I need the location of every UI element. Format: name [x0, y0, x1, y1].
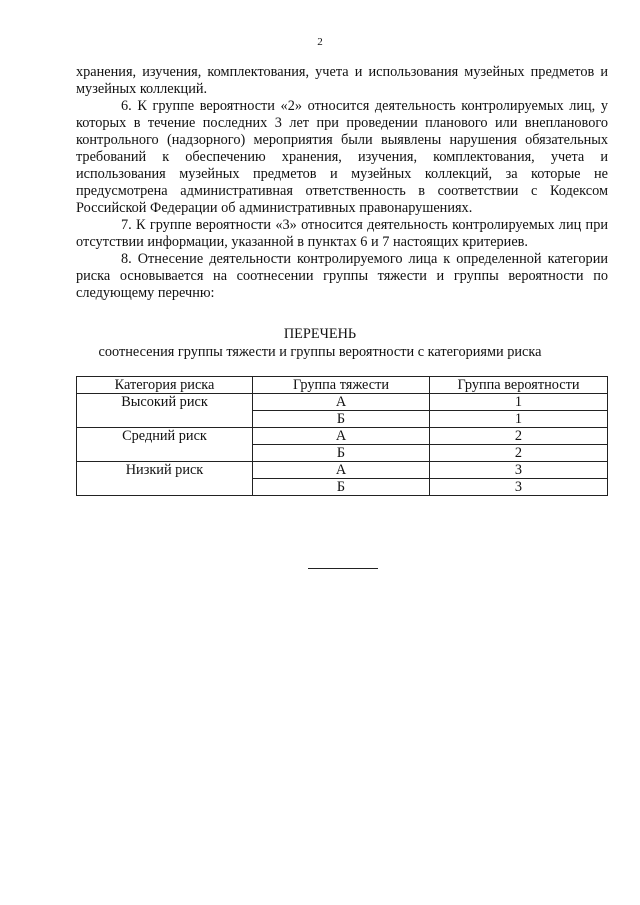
- header-severity-group: Группа тяжести: [253, 377, 430, 394]
- probability-cell: 1: [430, 394, 608, 411]
- probability-cell: 1: [430, 411, 608, 428]
- risk-category-cell: Низкий риск: [77, 462, 253, 496]
- paragraph-item-6: 6. К группе вероятности «2» относится деятельность контролируемых лиц, у которых в течение последних 3 лет при проведении планового или внепланового контрольного (надзорного) мероприятия были выявлены нарушения обязательных требований к обеспечению хранения, изучения, комплектования, учета и использования музейных предметов и музейных коллекций, за которые не предусмотрена административная ответственность в соответствии с Кодексом Российской Федерации об административных правонарушениях.: [76, 98, 608, 216]
- severity-cell: Б: [253, 479, 430, 496]
- list-title: ПЕРЕЧЕНЬ: [283, 326, 357, 342]
- table-header-row: [77, 377, 608, 394]
- probability-cell: 3: [430, 479, 608, 496]
- risk-category-table: [76, 376, 608, 496]
- header-risk-category: Категория риска: [77, 377, 253, 394]
- risk-category-cell: Средний риск: [77, 428, 253, 462]
- page-number: 2: [317, 36, 323, 48]
- header-probability-group: Группа вероятности: [430, 377, 608, 394]
- table-row: [77, 428, 608, 445]
- severity-cell: Б: [253, 445, 430, 462]
- probability-cell: 2: [430, 428, 608, 445]
- paragraph-continuation: хранения, изучения, комплектования, учета и использования музейных предметов и музейных коллекций.: [76, 64, 608, 97]
- table-row: [77, 462, 608, 479]
- probability-cell: 2: [430, 445, 608, 462]
- body-text: [76, 64, 608, 302]
- severity-cell: А: [253, 394, 430, 411]
- probability-cell: 3: [430, 462, 608, 479]
- table-row: [77, 394, 608, 411]
- closing-line-divider: [308, 568, 378, 569]
- severity-cell: А: [253, 462, 430, 479]
- severity-cell: Б: [253, 411, 430, 428]
- risk-category-cell: Высокий риск: [77, 394, 253, 428]
- paragraph-item-8: 8. Отнесение деятельности контролируемого лица к определенной категории риска основывается на соотнесении группы тяжести и группы вероятности по следующему перечню:: [76, 251, 608, 301]
- list-subtitle: соотнесения группы тяжести и группы вероятности с категориями риска: [98, 344, 542, 360]
- severity-cell: А: [253, 428, 430, 445]
- paragraph-item-7: 7. К группе вероятности «3» относится деятельность контролируемых лиц при отсутствии информации, указанной в пунктах 6 и 7 настоящих критериев.: [76, 217, 608, 250]
